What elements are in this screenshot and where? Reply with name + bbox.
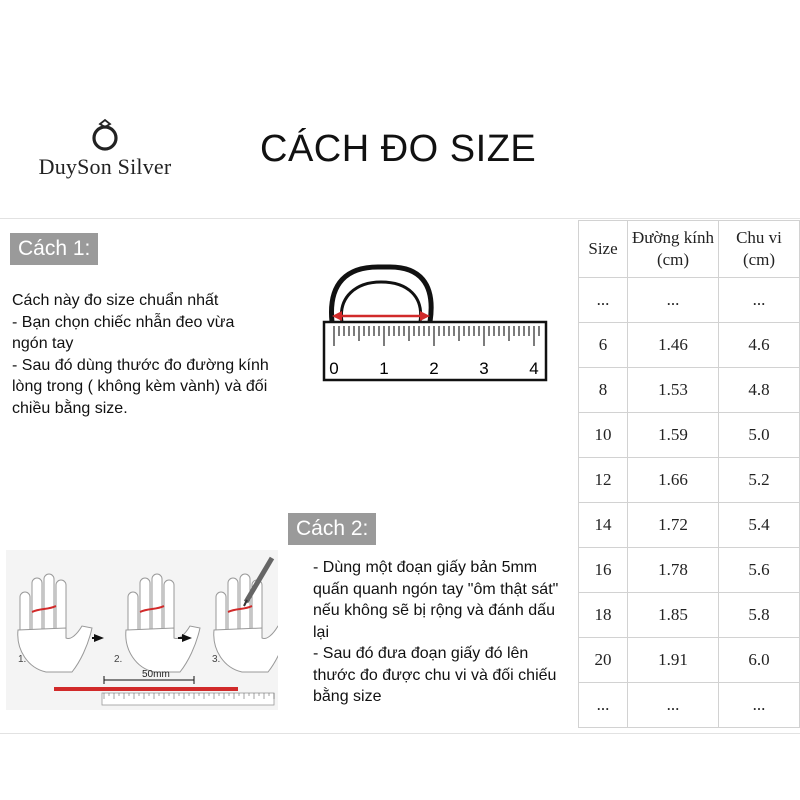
cell-circumference: 6.0 (719, 638, 800, 683)
measure-label: 50mm (142, 669, 170, 680)
cell-diameter: 1.72 (628, 503, 719, 548)
method2-text (313, 557, 575, 708)
cell-circumference: 4.6 (719, 323, 800, 368)
ruler-number: 4 (529, 359, 539, 378)
cell-size: 8 (579, 368, 628, 413)
cell-diameter: ... (628, 278, 719, 323)
step-label: 2. (114, 654, 123, 665)
table-header-row (579, 221, 800, 278)
size-table (578, 220, 800, 728)
table-row (579, 683, 800, 728)
cell-diameter: ... (628, 683, 719, 728)
cell-size: ... (579, 683, 628, 728)
cell-circumference: ... (719, 683, 800, 728)
cell-size: 20 (579, 638, 628, 683)
method1-label: Cách 1: (10, 233, 98, 265)
method1-line: - Bạn chọn chiếc nhẫn đeo vừa ngón tay (12, 313, 235, 352)
header-diameter: Đường kính (cm) (628, 221, 719, 278)
ruler-number: 0 (329, 359, 339, 378)
cell-size: 12 (579, 458, 628, 503)
ruler-number: 3 (479, 359, 489, 378)
brand-name: DuySon Silver (38, 154, 172, 179)
method2-line: - Dùng một đoạn giấy bản 5mm quấn quanh ngón tay "ôm thật sát" nếu không sẽ bị rộng và đánh dấu lại (313, 559, 559, 641)
method1-line: Cách này đo size chuẩn nhất (12, 292, 219, 309)
cell-diameter: 1.46 (628, 323, 719, 368)
cell-size: 14 (579, 503, 628, 548)
ring-ruler-illustration (318, 262, 553, 387)
cell-circumference: 5.8 (719, 593, 800, 638)
table-row (579, 503, 800, 548)
cell-size: 18 (579, 593, 628, 638)
cell-diameter: 1.78 (628, 548, 719, 593)
brand-logo (30, 118, 180, 180)
step-label: 1. (18, 654, 27, 665)
table-row (579, 278, 800, 323)
cell-circumference: 5.4 (719, 503, 800, 548)
ruler-number: 2 (429, 359, 439, 378)
cell-diameter: 1.91 (628, 638, 719, 683)
method2-line: - Sau đó đưa đoạn giấy đó lên thước đo được chu vi và đối chiếu bằng size (313, 645, 557, 705)
top-divider (0, 218, 800, 219)
ring-icon (90, 118, 120, 152)
method1-line: - Sau đó dùng thước đo đường kính lòng trong ( không kèm vành) và đối chiều bằng size. (12, 356, 269, 417)
table-row (579, 548, 800, 593)
table-row (579, 458, 800, 503)
hands-illustration (6, 550, 278, 710)
cell-size: ... (579, 278, 628, 323)
cell-diameter: 1.66 (628, 458, 719, 503)
ruler-number: 1 (379, 359, 389, 378)
table-row (579, 323, 800, 368)
cell-circumference: 5.2 (719, 458, 800, 503)
cell-size: 10 (579, 413, 628, 458)
method1-text (12, 290, 274, 419)
step-label: 3. (212, 654, 221, 665)
cell-diameter: 1.85 (628, 593, 719, 638)
table-row (579, 413, 800, 458)
cell-diameter: 1.53 (628, 368, 719, 413)
cell-circumference: 5.0 (719, 413, 800, 458)
header-size: Size (579, 221, 628, 278)
bottom-divider (0, 733, 800, 734)
cell-circumference: 4.8 (719, 368, 800, 413)
cell-size: 16 (579, 548, 628, 593)
table-row (579, 593, 800, 638)
cell-circumference: ... (719, 278, 800, 323)
table-row (579, 638, 800, 683)
method2-label: Cách 2: (288, 513, 376, 545)
table-row (579, 368, 800, 413)
page-title: CÁCH ĐO SIZE (260, 128, 537, 170)
cell-size: 6 (579, 323, 628, 368)
cell-diameter: 1.59 (628, 413, 719, 458)
header-circumference: Chu vi (cm) (719, 221, 800, 278)
cell-circumference: 5.6 (719, 548, 800, 593)
